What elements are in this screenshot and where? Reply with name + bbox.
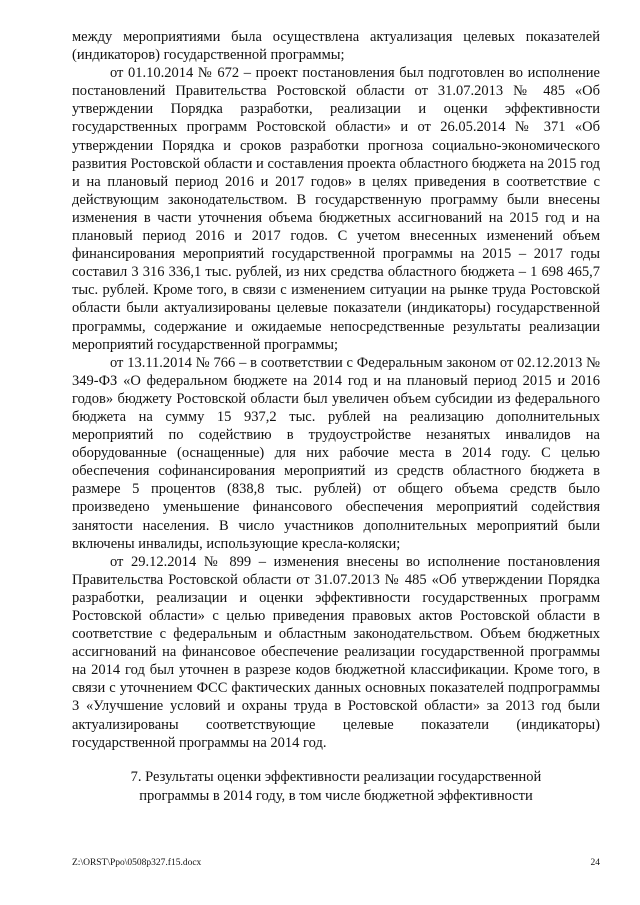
footer-file-path: Z:\ORST\Ppo\0508p327.f15.docx [72, 858, 202, 868]
paragraph-resolution-672: от 01.10.2014 № 672 – проект постановления был подготовлен во исполнение постановлений Правительства Ростовской области от 31.07.2013 № 485 «Об утверждении Порядка разработки, реализации и оценки эффективности государственных программ Ростовской области» и от 26.05.2014 № 371 «Об утверждении Порядка и сроков разработки прогноза социально-экономического развития Ростовской области и составления проекта областного бюджета на 2015 год и на плановый период 2016 и 2017 годов» в целях приведения в соответствие с действующим законодательством. В государственную программу были внесены изменения в части уточнения объема бюджетных ассигнований на 2015 год и на плановый период 2016 и 2017 годов. С учетом внесенных изменений объем финансирования мероприятий государственной программы на 2015 – 2017 годы составил 3 316 336,1 тыс. рублей, из них средства областного бюджета – 1 698 465,7 тыс. рублей. Кроме того, в связи с изменением ситуации на рынке труда Ростовской области были актуализированы целевые показатели (индикаторы) государственной программы, содержание и ожидаемые непосредственные результаты реализации мероприятий государственной программы; [72, 65, 600, 353]
section-heading [72, 768, 600, 805]
document-body [72, 28, 600, 752]
footer-page-number: 24 [590, 858, 600, 868]
section-heading-line-1: 7. Результаты оценки эффективности реализации государственной [130, 769, 542, 785]
section-heading-line-2: программы в 2014 году, в том числе бюджетной эффективности [139, 787, 533, 804]
paragraph-resolution-899: от 29.12.2014 № 899 – изменения внесены во исполнение постановления Правительства Ростовской области от 31.07.2013 № 485 «Об утверждении Порядка разработки, реализации и оценки эффективности государственных программ Ростовской области» с целью приведения правовых актов Ростовской области в соответствие с федеральным и областным законодательством. Объем бюджетных ассигнований на финансовое обеспечение реализации государственной программы на 2014 год был уточнен в разрезе кодов бюджетной классификации. Кроме того, в связи с уточнением ФСС фактических данных основных показателей подпрограммы 3 «Улучшение условий и охраны труда в Ростовской области» за 2013 год были актуализированы соответствующие целевые показатели (индикаторы) государственной программы на 2014 год. [72, 553, 600, 751]
paragraph-resolution-766: от 13.11.2014 № 766 – в соответствии с Федеральным законом от 02.12.2013 № 349-ФЗ «О федеральном бюджете на 2014 год и на плановый период 2015 и 2016 годов» бюджету Ростовской области был увеличен объем субсидии из федерального бюджета на сумму 15 937,2 тыс. рублей на реализацию дополнительных мероприятий по содействию в трудоустройстве незанятых инвалидов на оборудованные (оснащенные) для них рабочие места в 2014 году. С целью обеспечения софинансирования мероприятий из средств областного бюджета в размере 5 процентов (838,8 тыс. рублей) от общего объема средств было произведено уменьшение финансового обеспечения мероприятий содействия занятости населения. В число участников дополнительных мероприятий были включены инвалиды, использующие кресла-коляски; [72, 354, 600, 552]
paragraph-continuation: между мероприятиями была осуществлена актуализация целевых показателей (индикаторов) государственной программы; [72, 29, 600, 64]
